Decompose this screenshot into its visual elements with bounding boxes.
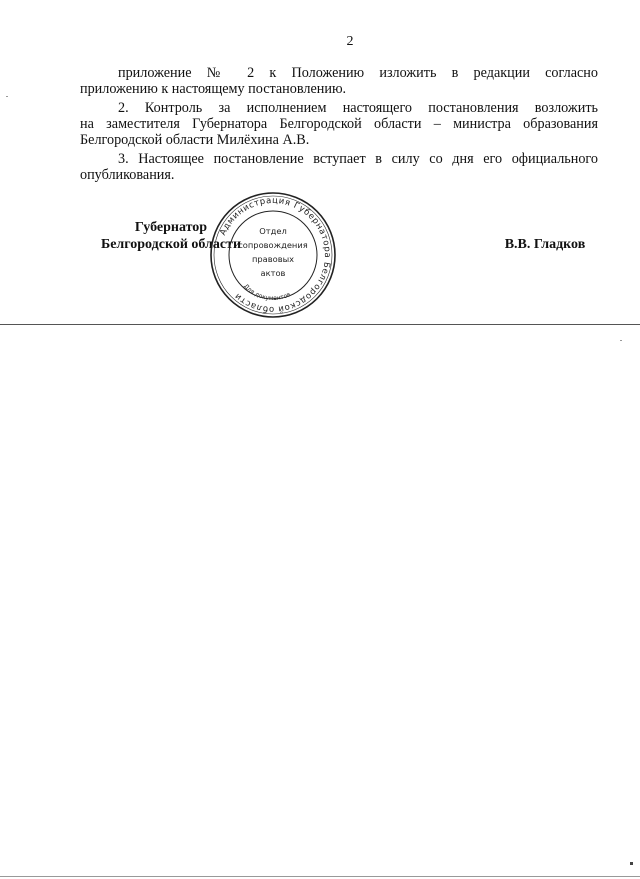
stamp-center-line-2: сопровождения bbox=[238, 240, 308, 250]
paragraph-3-line-1: 3. Настоящее постановление вступает в силу со дня его официального bbox=[118, 151, 598, 167]
stamp-center-line-4: актов bbox=[260, 268, 286, 278]
signatory-title-line-1: Губернатор bbox=[134, 220, 208, 235]
scan-speck bbox=[620, 340, 622, 341]
stamp-center-line-1: Отдел bbox=[259, 226, 287, 236]
paragraph-1-line-2: приложению к настоящему постановлению. bbox=[80, 81, 347, 97]
stamp-bottom-text: Для документов bbox=[242, 282, 292, 303]
stamp-ring-text: Администрация Губернатора Белгородской области bbox=[218, 195, 333, 315]
official-stamp bbox=[208, 190, 338, 320]
page-number: 2 bbox=[346, 34, 354, 49]
separator-line bbox=[0, 324, 640, 325]
paragraph-2-line-2: на заместителя Губернатора Белгородской области – министра образования bbox=[80, 116, 598, 132]
scan-speck bbox=[630, 862, 633, 865]
stamp-center-line-3: правовых bbox=[251, 254, 295, 264]
paragraph-2-line-1: 2. Контроль за исполнением настоящего постановления возложить bbox=[118, 100, 598, 116]
signatory-name: В.В. Гладков bbox=[504, 237, 586, 252]
paragraph-2-line-3: Белгородской области Милёхина А.В. bbox=[80, 132, 310, 148]
signatory-title-line-2: Белгородской области bbox=[100, 237, 242, 252]
scan-speck bbox=[6, 96, 8, 97]
bottom-edge-line bbox=[0, 876, 640, 877]
paragraph-3-line-2: опубликования. bbox=[80, 167, 175, 183]
paragraph-1-line-1: приложение № 2 к Положению изложить в редакции согласно bbox=[118, 65, 598, 81]
